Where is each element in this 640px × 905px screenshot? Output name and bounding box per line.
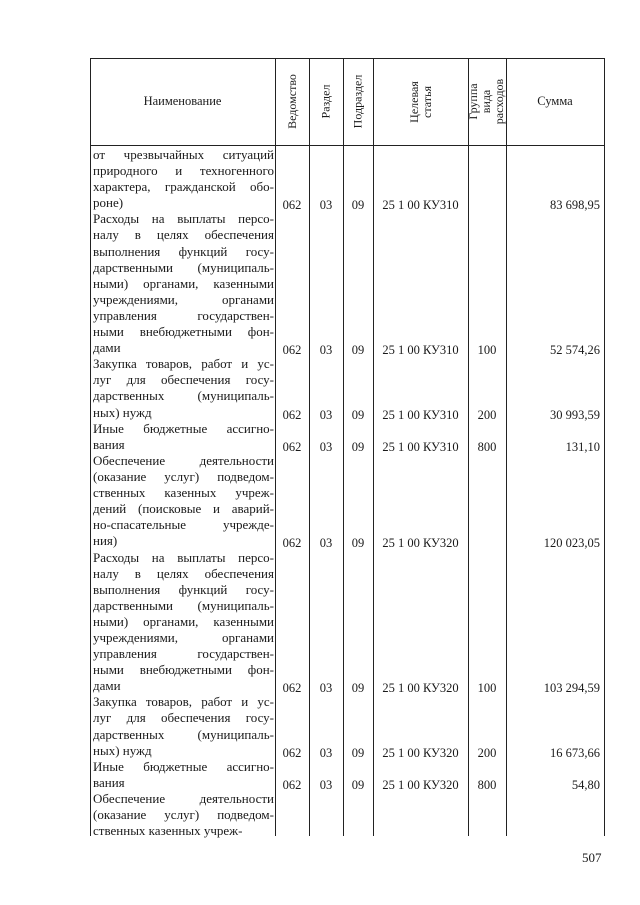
header-podrazdel — [343, 58, 373, 145]
row-razdel: 03 — [319, 407, 333, 422]
row-name-line: управления государствен- — [93, 646, 274, 662]
row-name — [93, 211, 274, 356]
row-celevaya: 25 1 00 КУ320 — [382, 745, 459, 760]
row-podrazdel: 09 — [351, 198, 365, 213]
row-gruppa: 800 — [477, 439, 497, 454]
row-name-line: (оказание услуг) подведом- — [93, 807, 274, 823]
row-ved: 062 — [282, 681, 302, 696]
row-razdel: 03 — [319, 536, 333, 551]
row-name-line: ственных казенных учреж- — [93, 823, 243, 839]
row-name-line: ными внебюджетными фон- — [93, 662, 274, 678]
row-podrazdel: 09 — [351, 536, 365, 551]
row-name-line: природного и техногенного — [93, 163, 274, 179]
row-name-line: луг для обеспечения госу- — [93, 710, 274, 726]
row-razdel: 03 — [319, 343, 333, 358]
row-podrazdel: 09 — [351, 439, 365, 454]
row-podrazdel: 09 — [351, 343, 365, 358]
row-name-line: луг для обеспечения госу- — [93, 372, 274, 388]
header-gruppa — [468, 58, 506, 145]
row-gruppa: 200 — [477, 745, 497, 760]
row-name-line: ных) нужд — [93, 404, 152, 420]
row-name-line: характера, гражданской обо- — [93, 179, 274, 195]
header-gruppa-label: Группа вида расходов — [466, 78, 507, 125]
row-razdel: 03 — [319, 777, 333, 792]
header-name — [90, 58, 275, 145]
row-name-line: ния) — [93, 533, 118, 549]
header-podrazdel-label: Подраздел — [350, 74, 365, 129]
header-razdel — [309, 58, 343, 145]
row-name-line: но-спасательные учрежде- — [93, 517, 274, 533]
row-name-line: дарственными (муниципаль- — [93, 597, 274, 613]
row-gruppa: 200 — [477, 407, 497, 422]
row-ved: 062 — [282, 407, 302, 422]
row-ved: 062 — [282, 777, 302, 792]
row-name — [93, 453, 274, 550]
row-name-line: ными) органами, казенными — [93, 275, 274, 291]
row-gruppa: 100 — [477, 681, 497, 696]
row-razdel: 03 — [319, 439, 333, 454]
row-name-line: Расходы на выплаты персо- — [93, 211, 274, 227]
header-summa-label: Сумма — [537, 94, 573, 108]
row-summa: 83 698,95 — [550, 198, 600, 213]
row-name — [93, 421, 274, 453]
row-name-line: дений (поисковые и аварий- — [93, 501, 274, 517]
row-name-line: Обеспечение деятельности — [93, 452, 274, 468]
row-celevaya: 25 1 00 КУ320 — [382, 681, 459, 696]
row-name-line: дами — [93, 340, 121, 356]
row-summa: 120 023,05 — [543, 536, 600, 551]
row-name-line: ственных казенных учреж- — [93, 485, 274, 501]
row-name-line: от чрезвычайных ситуаций — [93, 147, 274, 162]
row-name-line: учреждениями, органами — [93, 629, 274, 645]
row-name-line: Обеспечение деятельности — [93, 791, 274, 806]
header-razdel-label: Раздел — [318, 84, 333, 119]
row-summa: 16 673,66 — [550, 745, 600, 760]
row-name-line: ными) органами, казенными — [93, 613, 274, 629]
row-celevaya: 25 1 00 КУ320 — [382, 777, 459, 792]
row-name-line: (оказание услуг) подведом- — [93, 468, 274, 484]
row-name-line: Иные бюджетные ассигно- — [93, 420, 274, 436]
row-name-line: управления государствен- — [93, 307, 274, 323]
header-ved-label: Ведомство — [284, 74, 299, 129]
row-name-line: выполнения функций госу- — [93, 581, 274, 597]
row-celevaya: 25 1 00 КУ310 — [382, 198, 459, 213]
row-summa: 103 294,59 — [543, 681, 600, 696]
col-border-right — [604, 58, 605, 836]
page-number: 507 — [582, 850, 602, 865]
row-name-line: дарственными (муниципаль- — [93, 259, 274, 275]
row-podrazdel: 09 — [351, 777, 365, 792]
row-razdel: 03 — [319, 745, 333, 760]
row-summa: 131,10 — [565, 439, 600, 454]
header-ved — [275, 58, 309, 145]
row-name-line: Расходы на выплаты персо- — [93, 549, 274, 565]
header-celevaya — [373, 58, 468, 145]
row-ved: 062 — [282, 536, 302, 551]
row-name-line: налу в целях обеспечения — [93, 565, 274, 581]
row-name-line: выполнения функций госу- — [93, 243, 274, 259]
row-podrazdel: 09 — [351, 681, 365, 696]
row-name-line: роне) — [93, 195, 124, 211]
row-name-line: дарственных (муниципаль- — [93, 726, 274, 742]
row-name-line: ных) нужд — [93, 742, 152, 758]
row-summa: 54,80 — [571, 777, 600, 792]
row-name — [93, 356, 274, 420]
row-podrazdel: 09 — [351, 745, 365, 760]
row-celevaya: 25 1 00 КУ320 — [382, 536, 459, 551]
header-name-label: Наименование — [143, 94, 222, 108]
row-name-line: вания — [93, 774, 125, 790]
row-name — [93, 694, 274, 758]
row-razdel: 03 — [319, 681, 333, 696]
row-ved: 062 — [282, 439, 302, 454]
row-gruppa: 100 — [477, 343, 497, 358]
row-name-line: дами — [93, 678, 121, 694]
row-ved: 062 — [282, 343, 302, 358]
row-name — [93, 147, 274, 211]
row-razdel: 03 — [319, 198, 333, 213]
row-name-line: Закупка товаров, работ и ус- — [93, 694, 274, 710]
row-name-line: учреждениями, органами — [93, 291, 274, 307]
row-name-line: дарственных (муниципаль- — [93, 388, 274, 404]
row-name-line: налу в целях обеспечения — [93, 227, 274, 243]
row-name-line: вания — [93, 436, 125, 452]
header-celevaya-label: Целевая статья — [406, 80, 434, 123]
row-celevaya: 25 1 00 КУ310 — [382, 439, 459, 454]
row-name — [93, 791, 274, 839]
table-header-bottom-border — [90, 145, 604, 146]
row-podrazdel: 09 — [351, 407, 365, 422]
row-ved: 062 — [282, 198, 302, 213]
header-summa — [506, 58, 604, 145]
col-border-left — [90, 58, 91, 836]
row-name-line: ными внебюджетными фон- — [93, 324, 274, 340]
row-name — [93, 550, 274, 695]
row-celevaya: 25 1 00 КУ310 — [382, 407, 459, 422]
row-summa: 52 574,26 — [550, 343, 600, 358]
row-name — [93, 759, 274, 791]
row-summa: 30 993,59 — [550, 407, 600, 422]
row-gruppa: 800 — [477, 777, 497, 792]
row-name-line: Иные бюджетные ассигно- — [93, 758, 274, 774]
row-name-line: Закупка товаров, работ и ус- — [93, 356, 274, 372]
row-ved: 062 — [282, 745, 302, 760]
row-celevaya: 25 1 00 КУ310 — [382, 343, 459, 358]
